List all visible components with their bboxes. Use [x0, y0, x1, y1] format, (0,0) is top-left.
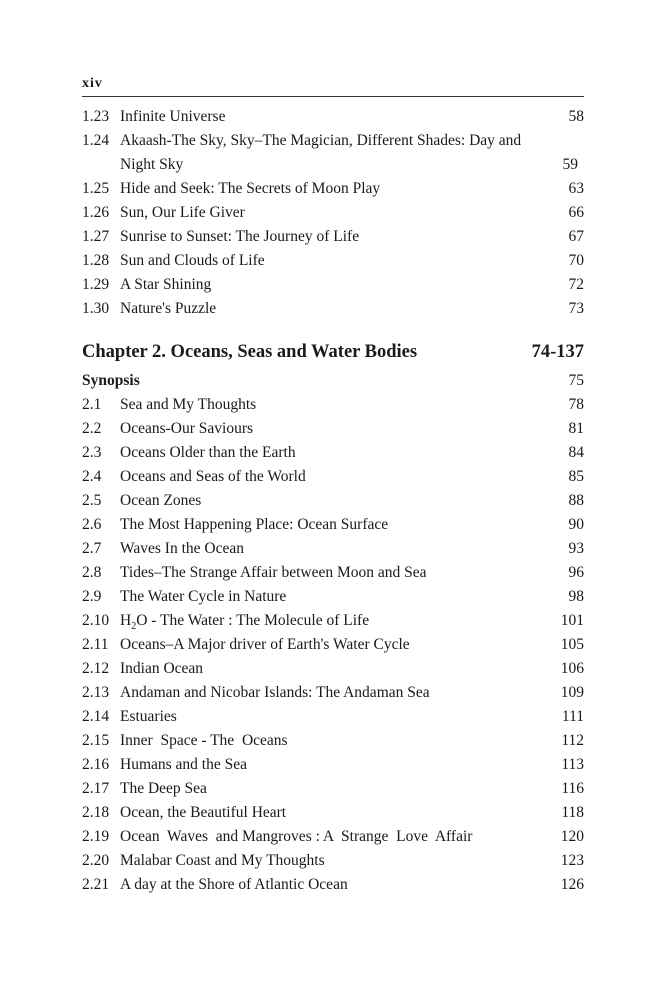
toc-page [82, 72, 584, 897]
entry-page: 123 [560, 852, 584, 869]
entry-page: 116 [561, 780, 584, 797]
entry-number: 2.3 [82, 444, 102, 461]
entry-number: 1.29 [82, 276, 110, 293]
entry-title: Hide and Seek: The Secrets of Moon Play [120, 180, 381, 197]
entry-number: 2.13 [82, 684, 110, 701]
toc-entry [82, 657, 584, 681]
toc-entry [82, 705, 584, 729]
entry-number: 2.2 [82, 420, 102, 437]
entry-page: 98 [568, 588, 584, 605]
entry-number: 1.23 [82, 108, 110, 125]
entry-title: A day at the Shore of Atlantic Ocean [120, 876, 348, 893]
entry-page: 90 [568, 516, 584, 533]
toc-entry [82, 489, 584, 513]
toc-entry [82, 777, 584, 801]
entry-page: 109 [560, 684, 584, 701]
title-formula-subscript: 2 [131, 621, 137, 633]
entry-title: Malabar Coast and My Thoughts [120, 852, 325, 869]
entry-title: Sunrise to Sunset: The Journey of Life [120, 228, 360, 245]
entry-page: 58 [568, 108, 584, 125]
entry-number: 1.28 [82, 252, 110, 269]
entry-title: Oceans and Seas of the World [120, 468, 306, 485]
entry-page: 120 [560, 828, 584, 845]
entry-number: 2.12 [82, 660, 110, 677]
toc-entry [82, 177, 584, 201]
entry-title: A Star Shining [120, 276, 212, 293]
synopsis-page: 75 [568, 372, 584, 389]
entry-number: 2.19 [82, 828, 110, 845]
entry-number: 1.25 [82, 180, 110, 197]
toc-entry [82, 561, 584, 585]
toc-entry [82, 225, 584, 249]
entry-title: Oceans–A Major driver of Earth's Water Cycle [120, 636, 410, 653]
entry-title: Ocean Waves and Mangroves : A Strange Love Affair [120, 828, 473, 845]
entry-number: 2.18 [82, 804, 110, 821]
entry-number: 2.15 [82, 732, 110, 749]
toc-entry [82, 441, 584, 465]
entry-title: Estuaries [120, 708, 177, 725]
entry-page: 72 [568, 276, 584, 293]
entry-title: Nature's Puzzle [120, 300, 217, 317]
entry-page: 81 [568, 420, 584, 437]
entry-number: 2.8 [82, 564, 102, 581]
synopsis-entry [82, 369, 584, 393]
entry-number: 2.17 [82, 780, 110, 797]
entry-number: 2.10 [82, 612, 110, 629]
entry-title: The Deep Sea [120, 780, 207, 797]
entry-title: Andaman and Nicobar Islands: The Andaman Sea [120, 684, 430, 701]
toc-entry [82, 753, 584, 777]
toc-entry [82, 801, 584, 825]
entry-title: Sun, Our Life Giver [120, 204, 245, 221]
entry-title: Tides–The Strange Affair between Moon and Sea [120, 564, 427, 581]
toc-entry [82, 609, 584, 633]
entry-number: 2.21 [82, 876, 110, 893]
toc-entry [82, 129, 584, 177]
entry-page: 105 [560, 636, 584, 653]
entry-page: 66 [568, 204, 584, 221]
entry-page: 96 [568, 564, 584, 581]
entry-title: Sun and Clouds of Life [120, 252, 265, 269]
toc-entry [82, 873, 584, 897]
entry-title: The Most Happening Place: Ocean Surface [120, 516, 389, 533]
entry-title: Humans and the Sea [120, 756, 247, 773]
entry-number: 2.16 [82, 756, 110, 773]
toc-entry [82, 105, 584, 129]
entry-number: 2.14 [82, 708, 110, 725]
toc-entry [82, 465, 584, 489]
entry-page: 106 [560, 660, 584, 677]
entry-title: The Water Cycle in Nature [120, 588, 287, 605]
entry-number: 2.20 [82, 852, 110, 869]
chapter-pages: 74-137 [531, 342, 584, 362]
toc-entry [82, 273, 584, 297]
entry-title [120, 609, 554, 633]
toc-entry [82, 849, 584, 873]
entry-page: 118 [561, 804, 584, 821]
toc-entry [82, 825, 584, 849]
entry-page: 101 [560, 612, 584, 629]
entry-page: 67 [568, 228, 584, 245]
entry-title: Inner Space - The Oceans [120, 732, 288, 749]
entry-page: 126 [560, 876, 584, 893]
toc-entry [82, 681, 584, 705]
toc-entry [82, 249, 584, 273]
entry-title: Oceans Older than the Earth [120, 444, 296, 461]
entry-title: Ocean, the Beautiful Heart [120, 804, 287, 821]
entry-page: 73 [568, 300, 584, 317]
entry-title: Akaash-The Sky, Sky–The Magician, Different Shades: Day and Night Sky [120, 132, 522, 173]
entry-page: 112 [561, 732, 584, 749]
entry-page: 63 [568, 180, 584, 197]
entry-number: 2.6 [82, 516, 102, 533]
entry-page: 59 [562, 156, 578, 173]
toc-entry [82, 633, 584, 657]
entry-number: 2.11 [82, 636, 109, 653]
entry-number: 1.27 [82, 228, 110, 245]
toc-section-chapter-1 [82, 105, 584, 321]
entry-page: 88 [568, 492, 584, 509]
entry-number: 2.5 [82, 492, 102, 509]
page-folio: xiv [82, 72, 584, 97]
entry-number: 2.9 [82, 588, 102, 605]
entry-number: 1.24 [82, 132, 110, 149]
chapter-heading [82, 338, 584, 366]
entry-number: 2.4 [82, 468, 102, 485]
toc-entry [82, 417, 584, 441]
entry-page: 111 [561, 708, 584, 725]
entry-number: 1.30 [82, 300, 110, 317]
toc-entry [82, 513, 584, 537]
toc-entry [82, 393, 584, 417]
entry-page: 70 [568, 252, 584, 269]
entry-page: 78 [568, 396, 584, 413]
entry-title: Waves In the Ocean [120, 540, 244, 557]
toc-entry [82, 537, 584, 561]
chapter-title: Chapter 2. Oceans, Seas and Water Bodies [82, 342, 418, 362]
toc-entry [82, 297, 584, 321]
toc-entry [82, 201, 584, 225]
toc-section-chapter-2 [82, 393, 584, 897]
entry-page: 85 [568, 468, 584, 485]
entry-title: Indian Ocean [120, 660, 204, 677]
synopsis-title: Synopsis [82, 372, 140, 389]
title-formula-prefix: H [120, 612, 132, 629]
entry-title: Oceans-Our Saviours [120, 420, 254, 437]
title-formula-suffix: O - The Water : The Molecule of Life [136, 612, 370, 629]
entry-number: 1.26 [82, 204, 110, 221]
entry-number: 2.7 [82, 540, 102, 557]
toc-entry [82, 585, 584, 609]
entry-page: 113 [561, 756, 584, 773]
entry-title: Infinite Universe [120, 108, 226, 125]
entry-page: 93 [568, 540, 584, 557]
entry-title: Ocean Zones [120, 492, 202, 509]
toc-entry [82, 729, 584, 753]
entry-title: Sea and My Thoughts [120, 396, 257, 413]
entry-number: 2.1 [82, 396, 102, 413]
entry-page: 84 [568, 444, 584, 461]
